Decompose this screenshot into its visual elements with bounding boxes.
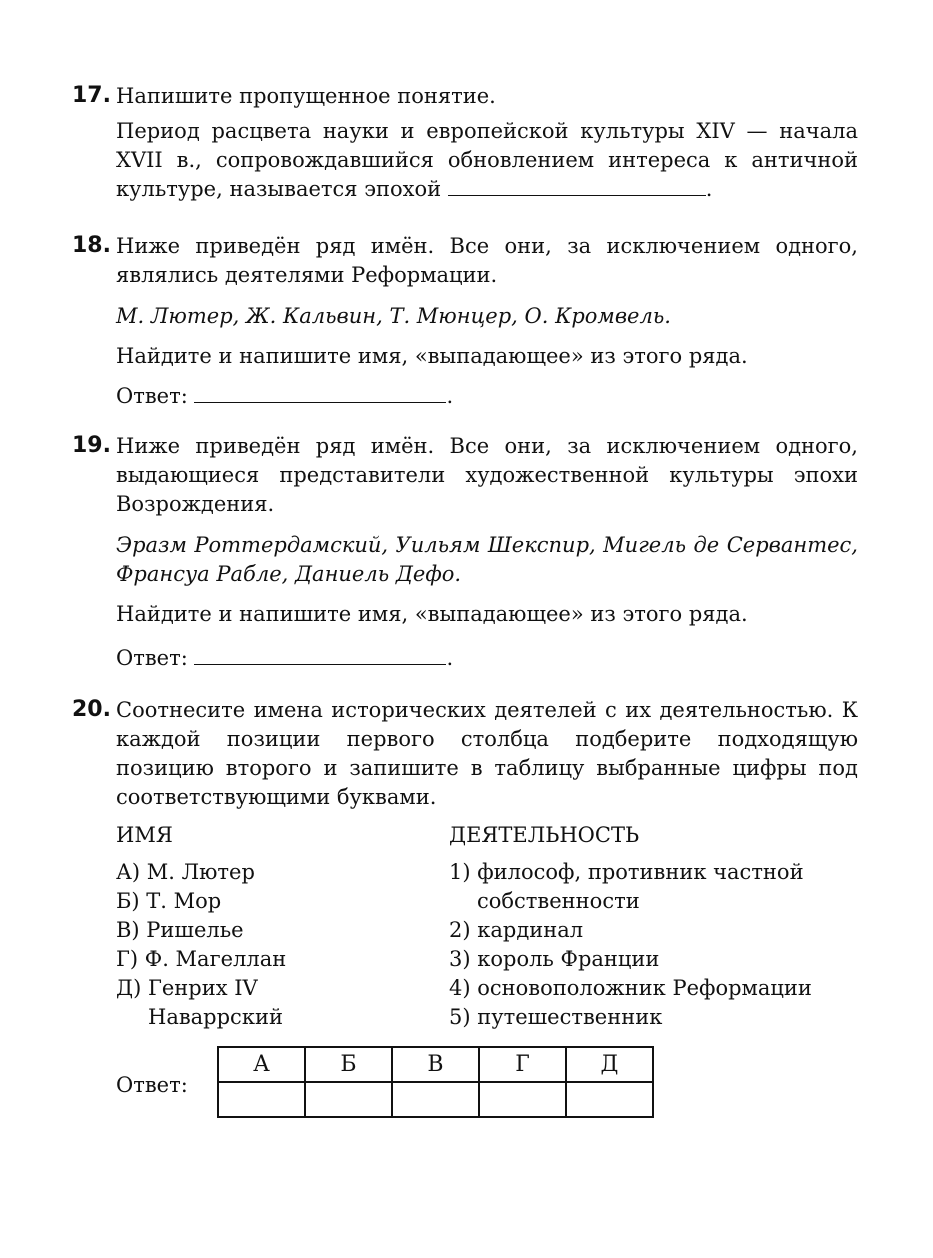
answer-label: Ответ:: [116, 646, 188, 670]
activity-item: 2) кардинал: [449, 918, 584, 942]
answer-cell[interactable]: [392, 1082, 479, 1117]
answer-cell[interactable]: [218, 1082, 305, 1117]
activities-column: [449, 821, 812, 1032]
table-header: А: [218, 1047, 305, 1082]
activity-item: 4) основоположник Реформации: [449, 976, 812, 1000]
period: .: [446, 384, 454, 408]
period: .: [446, 646, 454, 670]
activity-item: 3) король Франции: [449, 947, 660, 971]
answer-cell[interactable]: [566, 1082, 653, 1117]
answer-blank-18[interactable]: [194, 384, 446, 403]
question-20-number: 20.: [72, 697, 111, 722]
question-18-names: М. Лютер, Ж. Кальвин, Т. Мюнцер, О. Кромвель.: [116, 304, 671, 328]
question-17-number: 17.: [72, 83, 111, 108]
name-item: В) Ришелье: [116, 918, 244, 942]
answer-blank-19[interactable]: [194, 646, 446, 665]
activity-item: собственности: [477, 889, 640, 913]
answer-cell[interactable]: [305, 1082, 392, 1117]
question-19-prompt: Ниже приведён ряд имён. Все они, за исключением одного, выдающиеся представители художественной культуры эпохи Возрождения.: [116, 434, 858, 516]
name-item: Г) Ф. Магеллан: [116, 947, 287, 971]
answer-label: Ответ:: [116, 1073, 188, 1097]
question-18-task: Найдите и напишите имя, «выпадающее» из этого ряда.: [116, 344, 748, 368]
question-18-answer: [116, 382, 858, 411]
question-17-prompt: Напишите пропущенное понятие.: [116, 84, 496, 108]
question-17-text: [116, 117, 858, 204]
activity-item: 1) философ, противник частной: [449, 860, 804, 884]
table-header: В: [392, 1047, 479, 1082]
names-column: [116, 821, 286, 1032]
question-17-body: Период расцвета науки и европейской культуры XIV — начала XVII в., сопровождавшийся обновлением интереса к античной культуре, называется эпохой: [116, 119, 858, 201]
question-19-answer: [116, 644, 858, 673]
answer-label: Ответ:: [116, 384, 188, 408]
table-header: Г: [479, 1047, 566, 1082]
table-header: Б: [305, 1047, 392, 1082]
question-19-task: Найдите и напишите имя, «выпадающее» из этого ряда.: [116, 602, 748, 626]
activities-header: ДЕЯТЕЛЬНОСТЬ: [449, 823, 640, 847]
answer-cell[interactable]: [479, 1082, 566, 1117]
name-item: Б) Т. Мор: [116, 889, 222, 913]
question-20-prompt: Соотнесите имена исторических деятелей с их деятельностью. К каждой позиции первого столбца подберите подходящую позицию второго и запишите в таблицу выбранные цифры под соответствующими буквами.: [116, 698, 858, 809]
name-item: Наваррский: [148, 1005, 283, 1029]
question-19-names: Эразм Роттердамский, Уильям Шекспир, Мигель де Сервантес, Франсуа Рабле, Даниель Дефо.: [116, 533, 858, 586]
period: .: [705, 177, 713, 201]
answer-blank-17[interactable]: [448, 177, 706, 196]
answer-table: [217, 1046, 654, 1118]
question-18-prompt: Ниже приведён ряд имён. Все они, за исключением одного, являлись деятелями Реформации.: [116, 234, 858, 287]
table-header: Д: [566, 1047, 653, 1082]
question-18-number: 18.: [72, 233, 111, 258]
question-19-number: 19.: [72, 433, 111, 458]
name-item: Д) Генрих IV: [116, 976, 258, 1000]
names-header: ИМЯ: [116, 823, 173, 847]
activity-item: 5) путешественник: [449, 1005, 663, 1029]
name-item: А) М. Лютер: [116, 860, 255, 884]
